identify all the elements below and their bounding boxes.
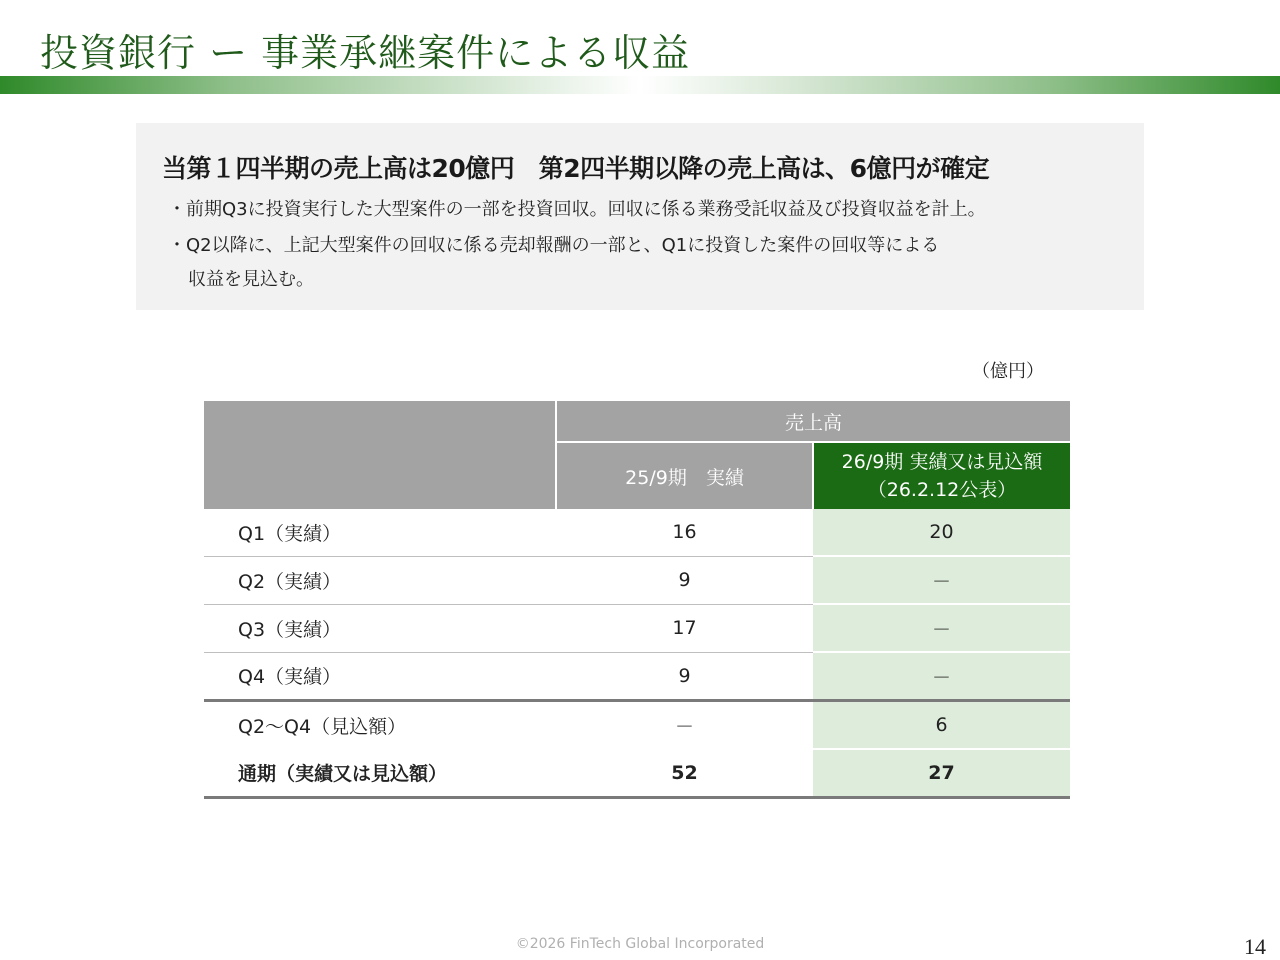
- page-title: 投資銀行 ー 事業承継案件による収益: [40, 31, 691, 75]
- current-year-value: －: [813, 652, 1070, 701]
- row-label: Q3（実績）: [204, 604, 556, 652]
- prev-year-value: 9: [556, 556, 813, 604]
- prev-year-value: 16: [556, 509, 813, 556]
- page-number: 14: [1244, 934, 1266, 959]
- current-year-value: 20: [813, 509, 1070, 556]
- current-year-value: 6: [813, 701, 1070, 750]
- table-row: [204, 509, 1070, 556]
- table-row: [204, 556, 1070, 604]
- prev-year-value: －: [556, 701, 813, 750]
- table-row: [204, 604, 1070, 652]
- table-row: [204, 701, 1070, 750]
- summary-heading: 当第１四半期の売上高は20億円 第2四半期以降の売上高は、6億円が確定: [162, 154, 990, 183]
- summary-box: [136, 123, 1144, 310]
- prev-year-value: 17: [556, 604, 813, 652]
- table-row: [204, 652, 1070, 701]
- summary-bullet-2-continued: 収益を見込む。: [188, 269, 314, 290]
- unit-label: （億円）: [972, 361, 1044, 382]
- column-header-current-year-line1: 26/9期 実績又は見込額: [841, 451, 1043, 473]
- title-gradient-bar: [0, 76, 1280, 94]
- current-year-value: －: [813, 604, 1070, 652]
- row-label: 通期（実績又は見込額）: [204, 749, 556, 798]
- prev-year-value: 52: [556, 749, 813, 798]
- row-label: Q4（実績）: [238, 666, 342, 689]
- summary-bullet-2: ・Q2以降に、上記大型案件の回収に係る売却報酬の一部と、Q1に投資した案件の回収等による: [168, 235, 940, 256]
- summary-bullet-1: ・前期Q3に投資実行した大型案件の一部を投資回収。回収に係る業務受託収益及び投資収益を計上。: [168, 199, 986, 220]
- prev-year-value: 9: [678, 664, 691, 687]
- copyright-footer: ©2026 FinTech Global Incorporated: [515, 936, 765, 952]
- row-label: Q1（実績）: [204, 509, 556, 556]
- column-header-current-year: [813, 442, 1070, 509]
- table-corner-cell: [204, 401, 556, 509]
- revenue-table: [204, 401, 1070, 799]
- current-year-value: －: [813, 556, 1070, 604]
- row-label: Q2～Q4（見込額）: [204, 701, 556, 750]
- current-year-value: 27: [813, 749, 1070, 798]
- row-label: Q2（実績）: [204, 556, 556, 604]
- column-header-prev-year: 25/9期 実績: [556, 442, 813, 509]
- table-total-row: [204, 749, 1070, 798]
- column-header-current-year-line2: （26.2.12公表）: [867, 479, 1017, 501]
- table-group-header: 売上高: [556, 401, 1070, 442]
